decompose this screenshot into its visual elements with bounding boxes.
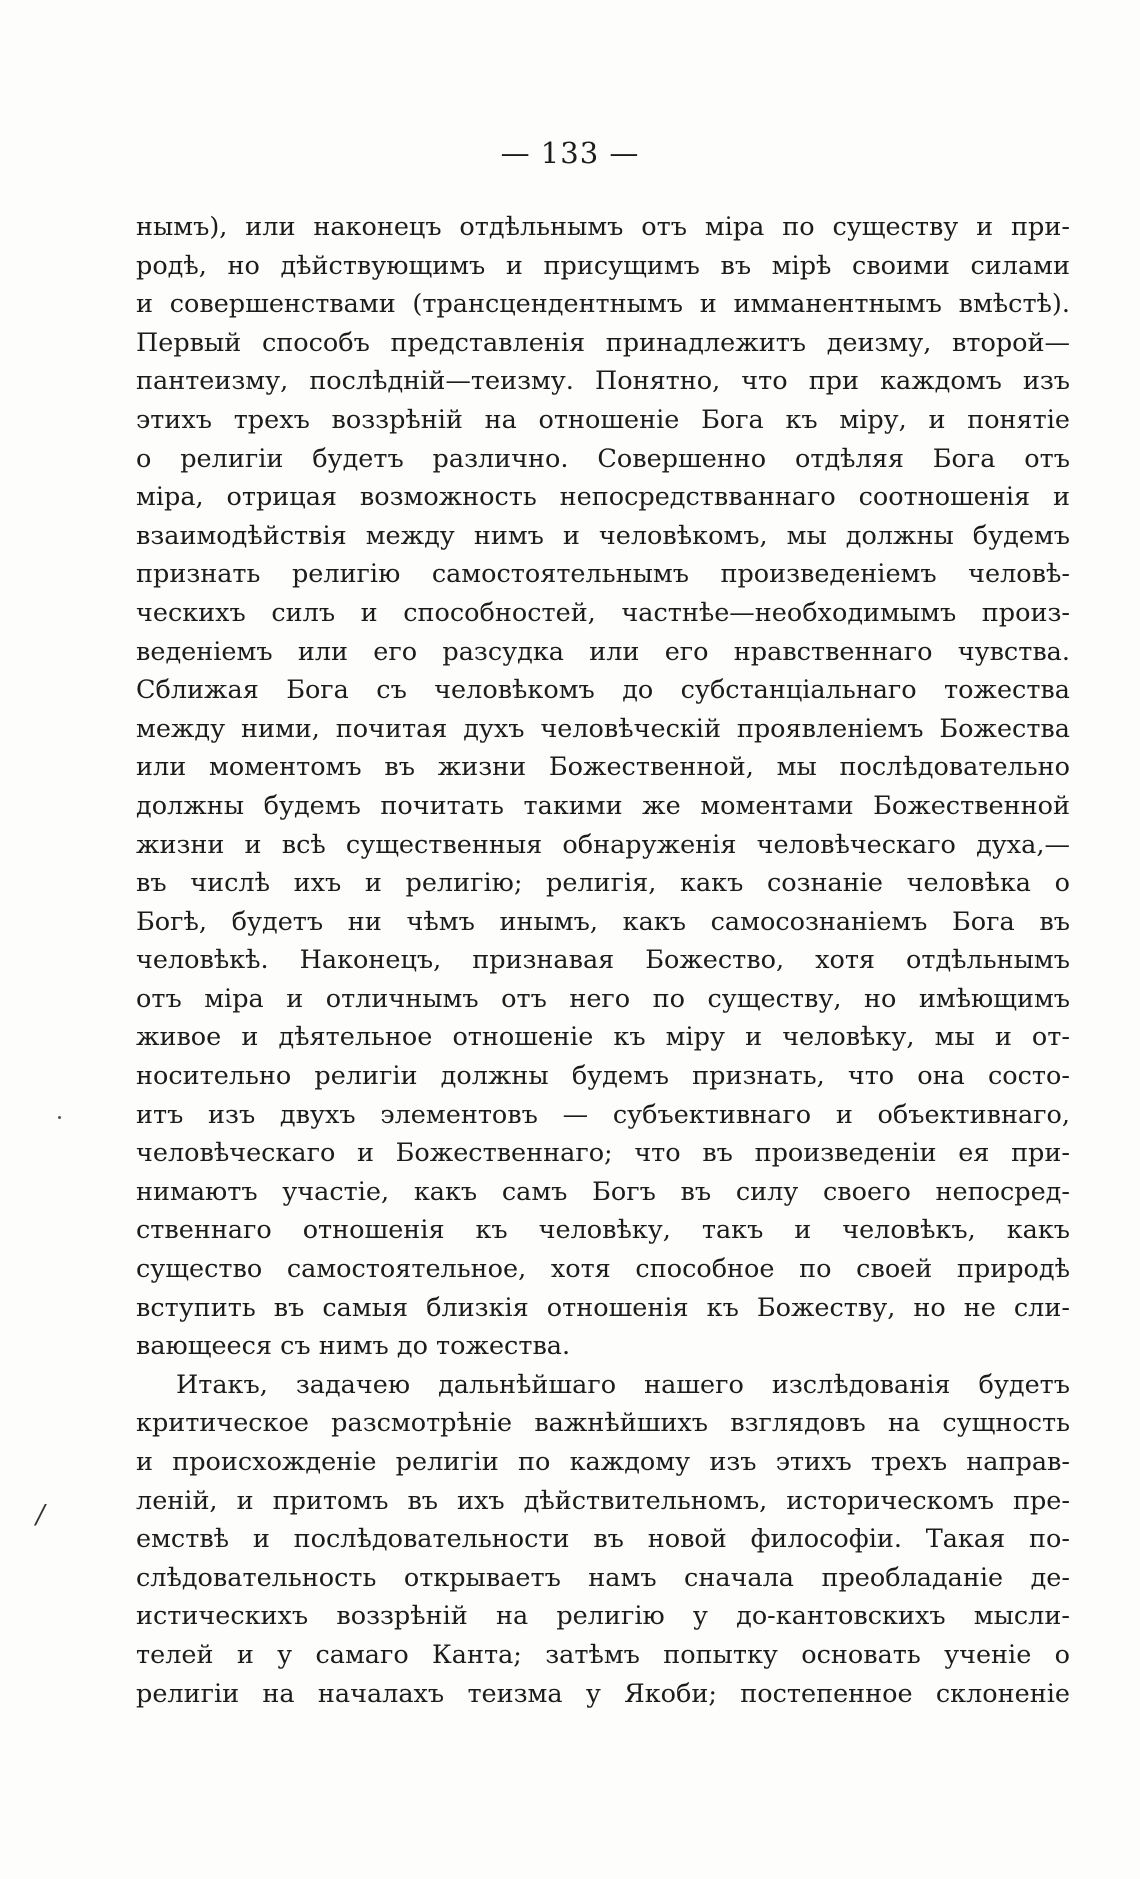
text-line: человѣкѣ. Наконецъ, признавая Божество, хотя отдѣльнымъ	[136, 945, 1070, 976]
text-line: пантеизму, послѣдній—теизму. Понятно, что при каждомъ изъ	[136, 366, 1070, 397]
text-line: и происхожденіе религіи по каждому изъ этихъ трехъ направ-	[136, 1447, 1070, 1477]
text-line: живое и дѣятельное отношеніе къ міру и человѣку, мы и от-	[136, 1022, 1070, 1053]
text-line: нимаютъ участіе, какъ самъ Богъ въ силу своего непосред-	[136, 1176, 1070, 1207]
page-number: — 133 —	[500, 136, 640, 170]
text-line: вступить въ самыя близкія отношенія къ Божеству, но не сли-	[136, 1292, 1070, 1323]
text-line: этихъ трехъ воззрѣній на отношеніе Бога къ міру, и понятіе	[136, 404, 1070, 435]
margin-dot	[58, 1116, 61, 1119]
margin-mark: /	[36, 1500, 45, 1530]
paragraph-start-line: Итакъ, задачею дальнѣйшаго нашего изслѣдованія будетъ	[176, 1369, 1070, 1400]
paragraph-end-line: вающееся съ нимъ до тожества.	[136, 1331, 571, 1362]
text-line: міра, отрицая возможность непосредствваннаго соотношенія и	[136, 482, 1070, 513]
text-line: нымъ), или наконецъ отдѣльнымъ отъ міра по существу и при-	[136, 212, 1070, 242]
text-line: религіи на началахъ теизма у Якоби; постепенное склоненіе	[136, 1678, 1070, 1709]
text-line: въ числѣ ихъ и религію; религія, какъ сознаніе человѣка о	[136, 868, 1070, 899]
text-line: критическое разсмотрѣніе важнѣйшихъ взглядовъ на сущность	[136, 1408, 1070, 1439]
text-line: родѣ, но дѣйствующимъ и присущимъ въ мірѣ своими силами	[136, 250, 1070, 281]
text-line: о религіи будетъ различно. Совершенно отдѣляя Бога отъ	[136, 443, 1070, 474]
text-line: или моментомъ въ жизни Божественной, мы послѣдовательно	[136, 752, 1070, 783]
text-line: ственнаго отношенія къ человѣку, такъ и человѣкъ, какъ	[136, 1215, 1070, 1246]
text-line: жизни и всѣ существенныя обнаруженія человѣческаго духа,—	[136, 829, 1070, 860]
text-line: леній, и притомъ въ ихъ дѣйствительномъ, историческомъ пре-	[136, 1485, 1070, 1516]
text-line: емствѣ и послѣдовательности въ новой философіи. Такая по-	[136, 1524, 1070, 1555]
text-line: и совершенствами (трансцендентнымъ и имманентнымъ вмѣстѣ).	[136, 289, 1070, 320]
text-line: Богѣ, будетъ ни чѣмъ инымъ, какъ самосознаніемъ Бога въ	[136, 906, 1070, 937]
text-line: Сближая Бога съ человѣкомъ до субстанціальнаго тожества	[136, 675, 1070, 706]
text-line: слѣдовательность открываетъ намъ сначала преобладаніе де-	[136, 1562, 1070, 1593]
text-line: признать религію самостоятельнымъ произведеніемъ человѣ-	[136, 559, 1070, 590]
text-line: ческихъ силъ и способностей, частнѣе—необходимымъ произ-	[136, 597, 1070, 628]
text-line: человѣческаго и Божественнаго; что въ произведеніи ея при-	[136, 1138, 1070, 1169]
text-line: Первый способъ представленія принадлежитъ деизму, второй—	[136, 327, 1070, 358]
text-line: существо самостоятельное, хотя способное по своей природѣ	[136, 1254, 1070, 1285]
text-line: отъ міра и отличнымъ отъ него по существу, но имѣющимъ	[136, 983, 1070, 1014]
text-line: взаимодѣйствія между нимъ и человѣкомъ, мы должны будемъ	[136, 520, 1070, 551]
text-line: веденіемъ или его разсудка или его нравственнаго чувства.	[136, 636, 1070, 667]
text-line: между ними, почитая духъ человѣческій проявленіемъ Божества	[136, 713, 1070, 744]
text-line: телей и у самаго Канта; затѣмъ попытку основать ученіе о	[136, 1639, 1070, 1670]
text-line: итъ изъ двухъ элементовъ — субъективнаго и объективнаго,	[136, 1099, 1070, 1130]
text-line: должны будемъ почитать такими же моментами Божественной	[136, 790, 1070, 821]
body-text	[136, 208, 1070, 1713]
text-line: истическихъ воззрѣній на религію у до-кантовскихъ мысли-	[136, 1601, 1070, 1632]
text-line: носительно религіи должны будемъ признать, что она состо-	[136, 1061, 1070, 1092]
